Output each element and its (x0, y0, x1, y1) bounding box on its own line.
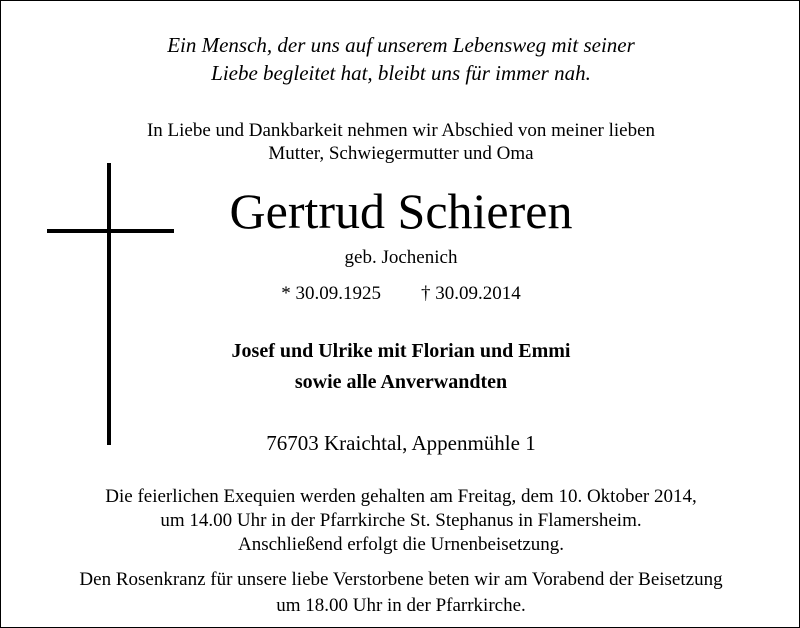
intro-text (1, 119, 800, 165)
service-line: um 14.00 Uhr in der Pfarrkirche St. Stephanus in Flamersheim. (160, 510, 642, 531)
rosary-line: Den Rosenkranz für unsere liebe Verstorbene beten wir am Vorabend der Beisetzung (79, 569, 723, 590)
mourners-line: Josef und Ulrike mit Florian und Emmi (231, 340, 571, 362)
mourners-line: sowie alle Anverwandten (294, 371, 508, 393)
motto (1, 31, 800, 87)
intro-line: In Liebe und Dankbarkeit nehmen wir Abschied von meiner lieben (146, 120, 656, 141)
service-line: Die feierlichen Exequien werden gehalten am Freitag, dem 10. Oktober 2014, (105, 486, 697, 507)
service-info (1, 485, 800, 557)
maiden-name: geb. Jochenich (344, 247, 458, 268)
service-line: Anschließend erfolgt die Urnenbeisetzung. (237, 534, 565, 555)
motto-line: Liebe begleitet hat, bleibt uns für immer nah. (211, 61, 591, 85)
life-dates (1, 281, 800, 307)
mourners (1, 336, 800, 398)
motto-line: Ein Mensch, der uns auf unserem Lebensweg mit seiner (167, 33, 635, 57)
birth-date: * 30.09.1925 (281, 283, 381, 304)
rosary-info (1, 567, 800, 619)
address: 76703 Kraichtal, Appenmühle 1 (266, 431, 536, 455)
death-date: † 30.09.2014 (421, 283, 521, 304)
rosary-line: um 18.00 Uhr in der Pfarrkirche. (276, 595, 526, 616)
deceased-name: Gertrud Schieren (229, 183, 573, 239)
intro-line: Mutter, Schwiegermutter und Oma (268, 143, 534, 164)
